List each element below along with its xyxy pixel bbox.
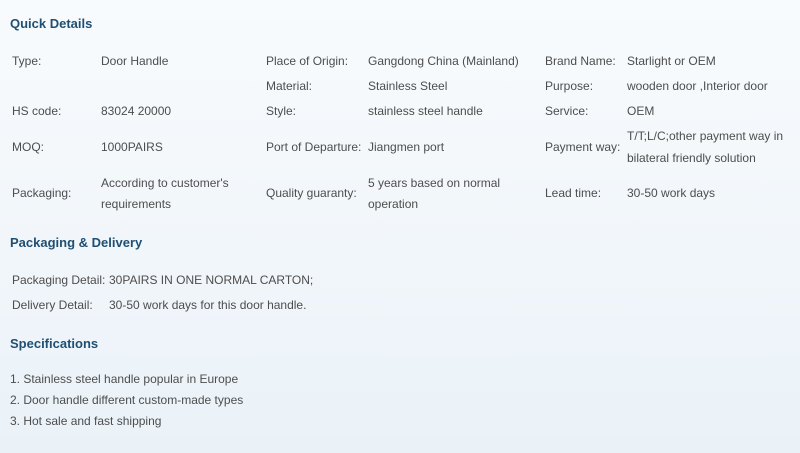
spec-item: 1. Stainless steel handle popular in Europe	[10, 372, 239, 386]
port-label: Port of Departure:	[266, 140, 362, 154]
lead-time-label: Lead time:	[545, 186, 602, 200]
quick-details-title: Quick Details	[10, 16, 93, 31]
moq-label: MOQ:	[12, 140, 44, 154]
moq-value: 1000PAIRS	[101, 140, 163, 154]
packaging-value-line1: According to customer's	[101, 176, 229, 190]
delivery-detail-label: Delivery Detail:	[12, 298, 93, 312]
specifications-list	[10, 369, 243, 432]
hs-code-label: HS code:	[12, 104, 62, 118]
style-label: Style:	[266, 104, 297, 118]
packaging-value-line2: requirements	[101, 197, 172, 211]
packaging-detail-value: 30PAIRS IN ONE NORMAL CARTON;	[109, 273, 314, 287]
port-value: Jiangmen port	[368, 140, 445, 154]
type-value: Door Handle	[101, 54, 169, 68]
quality-label: Quality guaranty:	[266, 186, 357, 200]
spec-item: 2. Door handle different custom-made types	[10, 393, 244, 407]
origin-label: Place of Origin:	[266, 54, 349, 68]
packaging-delivery-title: Packaging & Delivery	[10, 235, 143, 250]
style-value: stainless steel handle	[368, 104, 483, 118]
purpose-label: Purpose:	[545, 79, 594, 93]
brand-label: Brand Name:	[545, 54, 616, 68]
payment-label: Payment way:	[545, 140, 621, 154]
material-value: Stainless Steel	[368, 79, 448, 93]
spec-item: 3. Hot sale and fast shipping	[10, 414, 162, 428]
brand-value: Starlight or OEM	[627, 54, 716, 68]
packaging-detail-label: Packaging Detail:	[12, 273, 106, 287]
quality-value-line1: 5 years based on normal	[368, 176, 501, 190]
service-label: Service:	[545, 104, 589, 118]
type-label: Type:	[12, 54, 42, 68]
payment-value-line2: bilateral friendly solution	[627, 151, 756, 165]
service-value: OEM	[627, 104, 655, 118]
material-label: Material:	[266, 79, 313, 93]
quality-value-line2: operation	[368, 197, 419, 211]
payment-value-line1: T/T;L/C;other payment way in	[627, 129, 784, 143]
packaging-label: Packaging:	[12, 186, 72, 200]
lead-time-value: 30-50 work days	[627, 186, 716, 200]
specifications-title: Specifications	[10, 336, 99, 351]
hs-code-value: 83024 20000	[101, 104, 172, 118]
purpose-value: wooden door ,Interior door	[627, 79, 768, 93]
delivery-detail-value: 30-50 work days for this door handle.	[109, 298, 307, 312]
origin-value: Gangdong China (Mainland)	[368, 54, 519, 68]
